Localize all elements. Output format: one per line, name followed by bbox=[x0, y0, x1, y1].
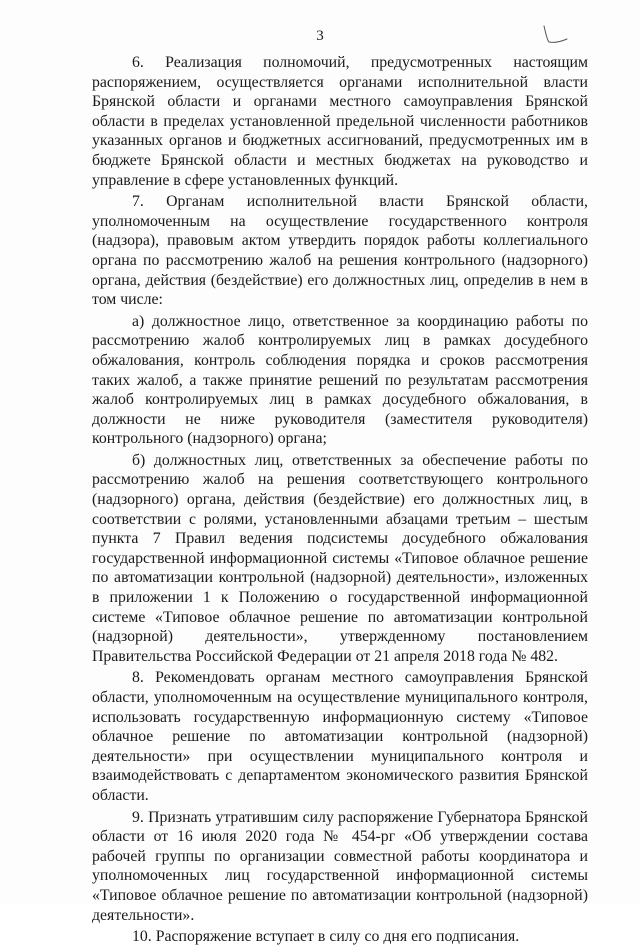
paragraph-item-10: 10. Распоряжение вступает в силу со дня его подписания. bbox=[132, 928, 520, 946]
paragraph-subitem-a: а) должностное лицо, ответственное за координацию работы по рассмотрению жалоб контролируемых лиц в рамках досудебного обжалования, контроль соблюдения порядка и сроков рассмотрения таких жалоб, а также принятие решений по результатам рассмотрения жалоб контролируемых лиц в рамках досудебного обжалования, в должности не ниже руководителя (заместителя руководителя) контрольного (надзорного) органа; bbox=[92, 312, 588, 448]
handwritten-mark bbox=[540, 24, 570, 46]
page-number: 3 bbox=[316, 28, 324, 44]
paragraph-item-6: 6. Реализация полномочий, предусмотренных настоящим распоряжением, осуществляется органами исполнительной власти Брянской области и органами местного самоуправления Брянской области в пределах установленной предельной численности работников указанных органов и бюджетных ассигнований, предусмотренных им в бюджете Брянской области и местных бюджетах на руководство и управление в сфере установленных функций. bbox=[92, 54, 588, 189]
paragraph-subitem-b: б) должностных лиц, ответственных за обеспечение работы по рассмотрению жалоб на решения соответствующего контрольного (надзорного) органа, действия (бездействие) его должностных лиц, в соответствии с ролями, установленными абзацами третьим – шестым пункта 7 Правил ведения подсистемы досудебного обжалования государственной информационной системы «Типовое облачное решение по автоматизации контрольной (надзорной) деятельности», изложенных в приложении 1 к Положению о государственной информационной системе «Типовое облачное решение по автоматизации контрольной (надзорной) деятельности», утвержденному постановлением Правительства Российской Федерации от 21 апреля 2018 года № 482. bbox=[92, 451, 588, 665]
paragraph-item-7: 7. Органам исполнительной власти Брянской области, уполномоченным на осуществление государственного контроля (надзора), правовым актом утвердить порядок работы коллегиального органа по рассмотрению жалоб на решения контрольного (надзорного) органа, действия (бездействие) его должностных лиц, определив в нем в том числе: bbox=[92, 193, 588, 309]
document-body bbox=[92, 53, 588, 949]
paragraph-item-8: 8. Рекомендовать органам местного самоуправления Брянской области, уполномоченным на осуществление муниципального контроля, использовать государственную информационную систему «Типовое облачное решение по автоматизации контрольной (надзорной) деятельности» при осуществлении муниципального контроля и взаимодействовать с департаментом экономического развития Брянской области. bbox=[92, 669, 588, 804]
paragraph-item-9: 9. Признать утратившим силу распоряжение Губернатора Брянской области от 16 июля 2020 года № 454-рг «Об утверждении состава рабочей группы по организации совместной работы координатора и уполномоченных лиц государственной информационной системы «Типовое облачное решение по автоматизации контрольной (надзорной) деятельности». bbox=[92, 808, 588, 924]
